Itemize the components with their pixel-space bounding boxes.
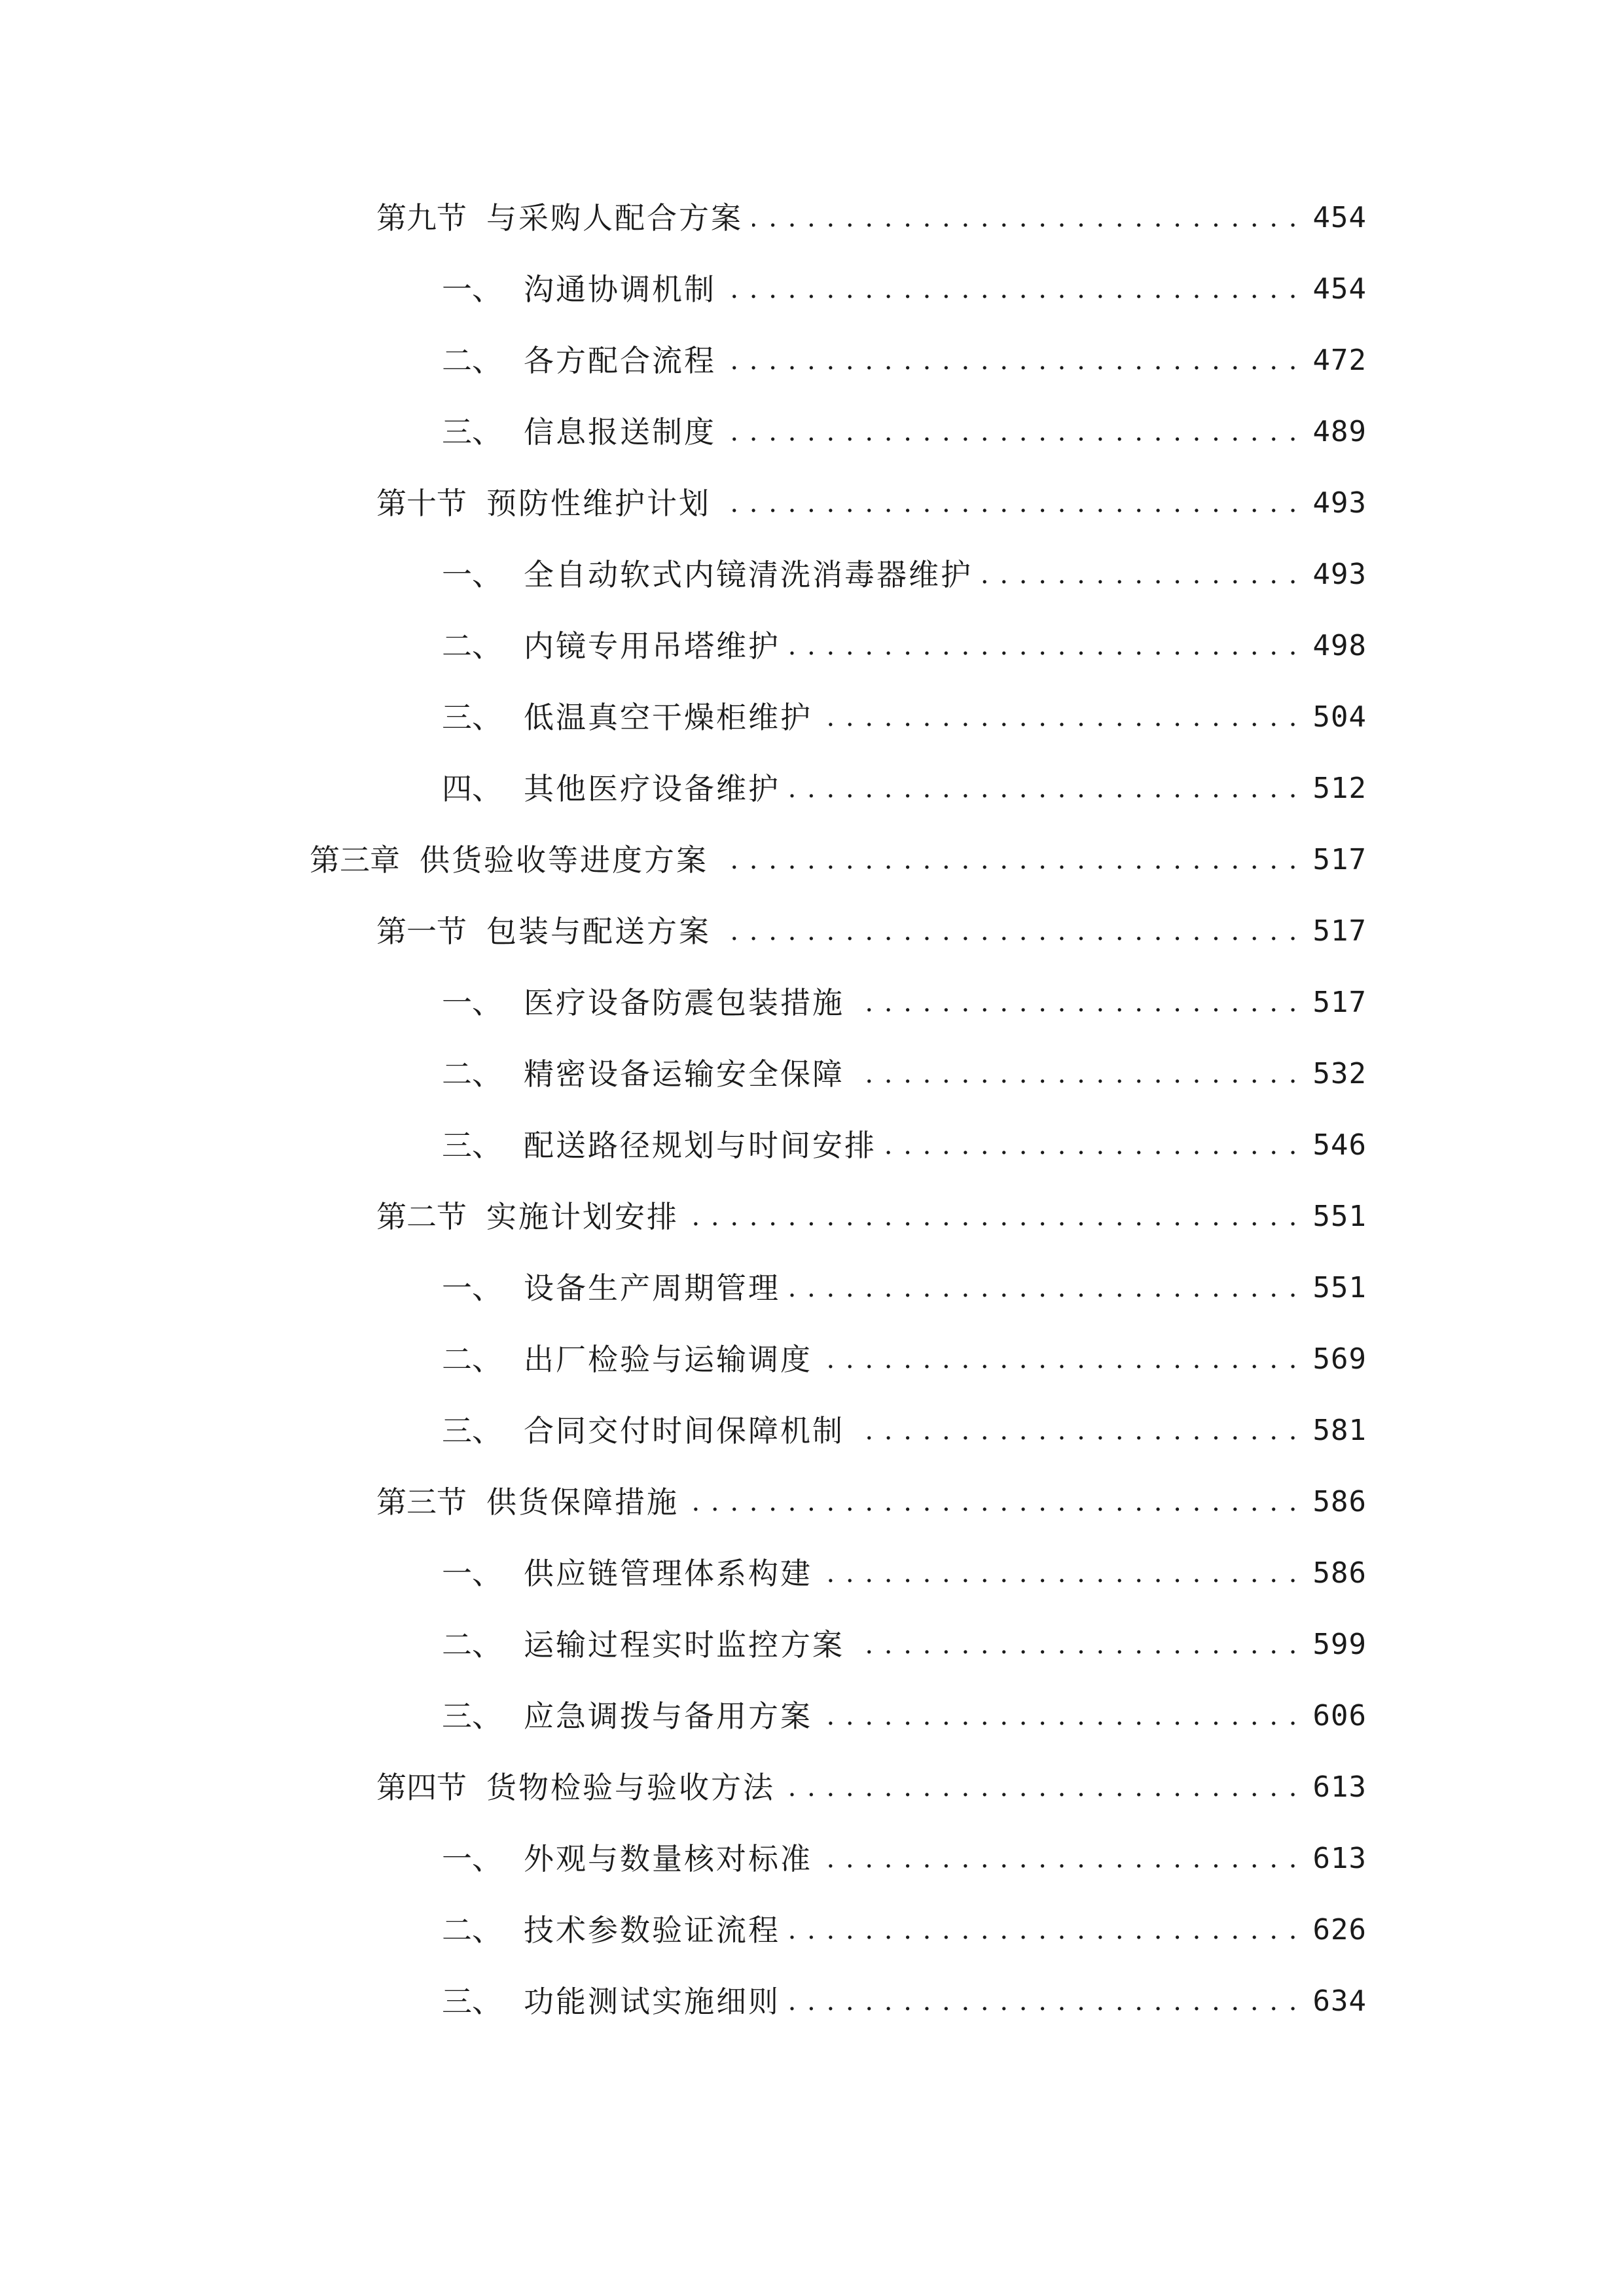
toc-entry[interactable] <box>376 1191 1367 1243</box>
toc-entry-title: 精密设备运输安全保障 <box>524 1056 844 1092</box>
toc-entry[interactable] <box>310 834 1367 886</box>
toc-entry-page: 517 <box>1312 914 1367 948</box>
toc-entry-title: 供应链管理体系构建 <box>524 1556 812 1591</box>
toc-entry-page: 498 <box>1312 629 1367 662</box>
toc-entry-page: 517 <box>1312 986 1367 1019</box>
dot-leader <box>821 1690 1299 1742</box>
toc-entry-number: 一、 <box>442 1556 502 1591</box>
dot-leader <box>854 1405 1299 1457</box>
toc-entry-title: 货物检验与验收方法 <box>486 1770 775 1805</box>
toc-entry-number: 一、 <box>442 1841 502 1876</box>
toc-entry-title: 各方配合流程 <box>524 343 716 378</box>
toc-entry[interactable] <box>442 691 1367 744</box>
toc-entry[interactable] <box>442 1904 1367 1956</box>
toc-entry-number: 第二节 <box>376 1199 467 1234</box>
toc-entry-title: 外观与数量核对标准 <box>524 1841 812 1876</box>
toc-entry[interactable] <box>376 477 1367 529</box>
toc-entry-number: 三、 <box>442 1698 502 1734</box>
toc-entry[interactable] <box>376 1761 1367 1814</box>
toc-entry-page: 517 <box>1312 843 1367 876</box>
toc-entry-title: 其他医疗设备维护 <box>524 771 780 806</box>
dot-leader <box>688 1476 1299 1528</box>
toc-entry-number: 三、 <box>442 1128 502 1163</box>
toc-entry-title: 技术参数验证流程 <box>524 1912 780 1948</box>
toc-entry-number: 第三节 <box>376 1484 467 1520</box>
toc-entry[interactable] <box>442 406 1367 458</box>
toc-entry-title: 包装与配送方案 <box>486 914 711 949</box>
toc-entry-page: 489 <box>1312 415 1367 448</box>
toc-entry[interactable] <box>442 1547 1367 1600</box>
toc-entry-number: 第三章 <box>310 842 400 878</box>
toc-entry-number: 第十节 <box>376 486 467 521</box>
toc-entry[interactable] <box>442 263 1367 315</box>
toc-entry[interactable] <box>442 620 1367 672</box>
toc-entry-title: 内镜专用吊塔维护 <box>524 628 780 664</box>
dot-leader <box>821 1833 1299 1885</box>
toc-entry-title: 合同交付时间保障机制 <box>524 1413 844 1448</box>
toc-entry-title: 医疗设备防震包装措施 <box>524 985 844 1020</box>
toc-entry[interactable] <box>442 977 1367 1029</box>
toc-entry[interactable] <box>442 334 1367 387</box>
toc-entry[interactable] <box>376 1476 1367 1528</box>
toc-entry[interactable] <box>442 762 1367 815</box>
toc-entry-title: 与采购人配合方案 <box>486 200 743 236</box>
toc-entry[interactable] <box>442 1975 1367 2028</box>
toc-entry-page: 546 <box>1312 1128 1367 1162</box>
dot-leader <box>789 762 1299 815</box>
dot-leader <box>789 620 1299 672</box>
toc-entry-page: 454 <box>1312 272 1367 306</box>
toc-entry-page: 613 <box>1312 1770 1367 1804</box>
dot-leader <box>784 1761 1299 1814</box>
toc-entry-title: 供货保障措施 <box>486 1484 679 1520</box>
toc-entry-number: 三、 <box>442 414 502 450</box>
toc-entry-title: 功能测试实施细则 <box>524 1984 780 2019</box>
toc-entry-page: 634 <box>1312 1984 1367 2018</box>
toc-entry-title: 低温真空干燥柜维护 <box>524 700 812 735</box>
toc-entry[interactable] <box>442 1119 1367 1172</box>
toc-entry-number: 二、 <box>442 1342 502 1377</box>
dot-leader <box>720 477 1299 529</box>
toc-entry-page: 586 <box>1312 1556 1367 1590</box>
toc-entry-title: 信息报送制度 <box>524 414 716 450</box>
dot-leader <box>821 1333 1299 1386</box>
dot-leader <box>717 834 1299 886</box>
toc-entry-title: 全自动软式内镜清洗消毒器维护 <box>524 557 973 592</box>
toc-entry-page: 512 <box>1312 772 1367 805</box>
toc-entry-page: 606 <box>1312 1699 1367 1732</box>
toc-entry-page: 551 <box>1312 1271 1367 1304</box>
dot-leader <box>725 406 1299 458</box>
toc-entry-page: 613 <box>1312 1842 1367 1875</box>
dot-leader <box>720 905 1299 958</box>
dot-leader <box>854 1048 1299 1100</box>
toc-entry-number: 二、 <box>442 628 502 664</box>
dot-leader <box>725 334 1299 387</box>
toc-entry[interactable] <box>376 192 1367 244</box>
toc-entry-page: 569 <box>1312 1342 1367 1376</box>
dot-leader <box>752 192 1299 244</box>
toc-entry-page: 454 <box>1312 201 1367 234</box>
toc-entry-page: 599 <box>1312 1628 1367 1661</box>
toc-entry-title: 设备生产周期管理 <box>524 1270 780 1306</box>
toc-entry[interactable] <box>442 548 1367 601</box>
toc-entry[interactable] <box>376 905 1367 958</box>
toc-entry-number: 一、 <box>442 985 502 1020</box>
dot-leader <box>789 1975 1299 2028</box>
dot-leader <box>854 977 1299 1029</box>
toc-entry-page: 472 <box>1312 344 1367 377</box>
toc-entry-number: 一、 <box>442 272 502 307</box>
toc-entry-page: 493 <box>1312 486 1367 520</box>
toc-entry[interactable] <box>442 1405 1367 1457</box>
toc-entry-number: 二、 <box>442 1912 502 1948</box>
dot-leader <box>821 1547 1299 1600</box>
toc-entry-number: 二、 <box>442 1627 502 1662</box>
toc-entry-title: 供货验收等进度方案 <box>420 842 708 878</box>
toc-entry-title: 实施计划安排 <box>486 1199 679 1234</box>
dot-leader <box>886 1119 1299 1172</box>
toc-entry-number: 第一节 <box>376 914 467 949</box>
toc-entry-number: 第四节 <box>376 1770 467 1805</box>
toc-entry-number: 二、 <box>442 343 502 378</box>
toc-entry[interactable] <box>442 1690 1367 1742</box>
toc-entry-number: 二、 <box>442 1056 502 1092</box>
dot-leader <box>725 263 1299 315</box>
toc-entry-title: 运输过程实时监控方案 <box>524 1627 844 1662</box>
toc-entry-title: 沟通协调机制 <box>524 272 716 307</box>
toc-entry-page: 581 <box>1312 1414 1367 1447</box>
toc-entry-title: 出厂检验与运输调度 <box>524 1342 812 1377</box>
dot-leader <box>789 1904 1299 1956</box>
toc-entry[interactable] <box>442 1262 1367 1314</box>
toc-entry[interactable] <box>442 1048 1367 1100</box>
toc-entry-page: 532 <box>1312 1057 1367 1090</box>
toc-entry[interactable] <box>442 1619 1367 1671</box>
toc-entry-title: 配送路径规划与时间安排 <box>524 1128 876 1163</box>
toc-entry-title: 预防性维护计划 <box>486 486 711 521</box>
dot-leader <box>688 1191 1299 1243</box>
toc-entry[interactable] <box>442 1833 1367 1885</box>
toc-entry-page: 551 <box>1312 1200 1367 1233</box>
toc-entry-number: 三、 <box>442 1984 502 2019</box>
toc-entry-page: 586 <box>1312 1485 1367 1518</box>
toc-entry-page: 493 <box>1312 558 1367 591</box>
dot-leader <box>821 691 1299 744</box>
dot-leader <box>854 1619 1299 1671</box>
dot-leader <box>982 548 1299 601</box>
toc-entry-number: 三、 <box>442 1413 502 1448</box>
toc-entry-page: 504 <box>1312 700 1367 734</box>
dot-leader <box>789 1262 1299 1314</box>
toc-entry-number: 一、 <box>442 557 502 592</box>
toc-entry-title: 应急调拨与备用方案 <box>524 1698 812 1734</box>
toc-entry-number: 四、 <box>442 771 502 806</box>
toc-entry-page: 626 <box>1312 1913 1367 1946</box>
toc-entry[interactable] <box>442 1333 1367 1386</box>
toc-entry-number: 第九节 <box>376 200 467 236</box>
toc-entry-number: 一、 <box>442 1270 502 1306</box>
toc-entry-number: 三、 <box>442 700 502 735</box>
